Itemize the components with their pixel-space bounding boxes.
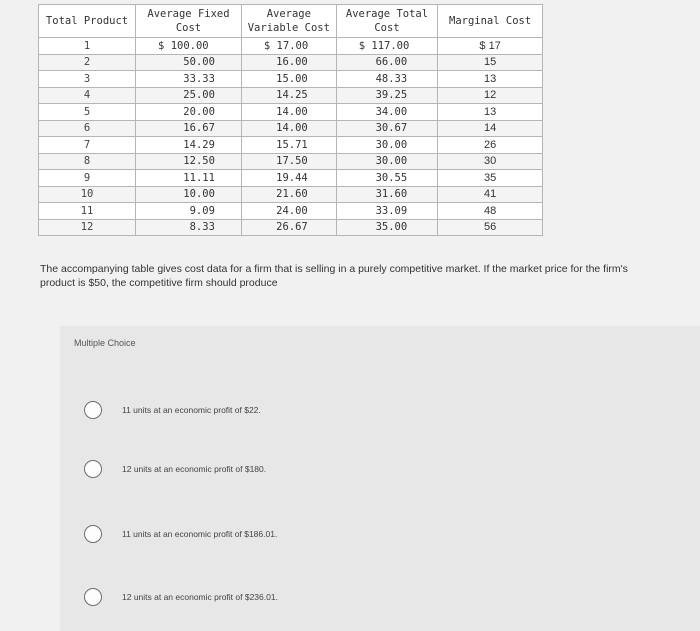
cell-average-variable-cost: 26.67 (241, 219, 336, 236)
option-a-label: 11 units at an economic profit of $22. (122, 405, 261, 415)
cell-average-fixed-cost: 8.33 (136, 219, 242, 236)
option-d[interactable] (84, 588, 278, 606)
cell-total-product: 6 (39, 120, 136, 137)
cell-average-fixed-cost: 25.00 (136, 87, 242, 104)
cell-average-total-cost: 48.33 (336, 71, 437, 88)
cell-average-variable-cost: 21.60 (241, 186, 336, 203)
cell-total-product: 2 (39, 54, 136, 71)
cell-marginal-cost: 41 (438, 186, 543, 203)
cell-average-variable-cost: 14.25 (241, 87, 336, 104)
cell-average-variable-cost: 19.44 (241, 170, 336, 187)
cell-average-fixed-cost: 10.00 (136, 186, 242, 203)
header-total-product: Total Product (39, 5, 136, 38)
cell-marginal-cost: 35 (438, 170, 543, 187)
header-average-fixed-cost: Average Fixed Cost (136, 5, 242, 38)
table-row (39, 170, 543, 187)
cell-average-total-cost: 30.00 (336, 153, 437, 170)
option-a[interactable] (84, 401, 261, 419)
cell-average-fixed-cost: 50.00 (136, 54, 242, 71)
header-average-variable-cost: Average Variable Cost (241, 5, 336, 38)
cell-total-product: 7 (39, 137, 136, 154)
cell-average-total-cost: 39.25 (336, 87, 437, 104)
cell-average-total-cost: $ 117.00 (336, 38, 437, 55)
option-c-label: 11 units at an economic profit of $186.01. (122, 529, 278, 539)
cell-average-variable-cost: 16.00 (241, 54, 336, 71)
cell-marginal-cost: 26 (438, 137, 543, 154)
cell-average-fixed-cost: 12.50 (136, 153, 242, 170)
cost-table (38, 4, 543, 236)
table-row (39, 120, 543, 137)
cell-average-fixed-cost: 11.11 (136, 170, 242, 187)
cell-average-fixed-cost: 20.00 (136, 104, 242, 121)
cell-average-total-cost: 34.00 (336, 104, 437, 121)
cell-average-variable-cost: 24.00 (241, 203, 336, 220)
cell-marginal-cost: 48 (438, 203, 543, 220)
cell-average-fixed-cost: 14.29 (136, 137, 242, 154)
table-row (39, 104, 543, 121)
option-c[interactable] (84, 525, 277, 543)
table-row (39, 54, 543, 71)
cell-marginal-cost: 56 (438, 219, 543, 236)
cell-average-total-cost: 66.00 (336, 54, 437, 71)
multiple-choice-label: Multiple Choice (74, 338, 136, 348)
cell-average-total-cost: 30.00 (336, 137, 437, 154)
cell-total-product: 12 (39, 219, 136, 236)
cell-total-product: 3 (39, 71, 136, 88)
cell-average-variable-cost: 14.00 (241, 120, 336, 137)
cell-marginal-cost: 12 (438, 87, 543, 104)
cell-average-fixed-cost: 16.67 (136, 120, 242, 137)
option-d-label: 12 units at an economic profit of $236.01. (122, 592, 278, 602)
table-header-row (39, 5, 543, 38)
cell-average-total-cost: 33.09 (336, 203, 437, 220)
table-row (39, 186, 543, 203)
radio-button-icon[interactable] (84, 460, 102, 478)
cell-marginal-cost: 15 (438, 54, 543, 71)
radio-button-icon[interactable] (84, 588, 102, 606)
table-row (39, 137, 543, 154)
table-row (39, 219, 543, 236)
cell-total-product: 8 (39, 153, 136, 170)
cell-average-variable-cost: 14.00 (241, 104, 336, 121)
cell-total-product: 4 (39, 87, 136, 104)
header-average-total-cost: Average Total Cost (336, 5, 437, 38)
cell-marginal-cost: $ 17 (438, 38, 543, 55)
table-row (39, 87, 543, 104)
table-row (39, 71, 543, 88)
cell-average-total-cost: 31.60 (336, 186, 437, 203)
question-text: The accompanying table gives cost data for a firm that is selling in a purely competitive market. If the market price for the firm's product is $50, the competitive firm should produce (40, 263, 628, 289)
cell-total-product: 10 (39, 186, 136, 203)
cell-average-fixed-cost: 33.33 (136, 71, 242, 88)
table-row (39, 153, 543, 170)
cell-total-product: 5 (39, 104, 136, 121)
cell-average-variable-cost: $ 17.00 (241, 38, 336, 55)
cell-average-fixed-cost: 9.09 (136, 203, 242, 220)
cell-total-product: 1 (39, 38, 136, 55)
cell-average-fixed-cost: $ 100.00 (136, 38, 242, 55)
cell-total-product: 9 (39, 170, 136, 187)
cell-average-total-cost: 35.00 (336, 219, 437, 236)
multiple-choice-panel (60, 326, 700, 631)
cell-average-variable-cost: 17.50 (241, 153, 336, 170)
cell-marginal-cost: 14 (438, 120, 543, 137)
table-row (39, 203, 543, 220)
cell-marginal-cost: 13 (438, 104, 543, 121)
cell-marginal-cost: 13 (438, 71, 543, 88)
header-marginal-cost: Marginal Cost (438, 5, 543, 38)
cell-marginal-cost: 30 (438, 153, 543, 170)
option-b[interactable] (84, 460, 266, 478)
radio-button-icon[interactable] (84, 525, 102, 543)
cell-average-variable-cost: 15.00 (241, 71, 336, 88)
cell-average-total-cost: 30.55 (336, 170, 437, 187)
option-b-label: 12 units at an economic profit of $180. (122, 464, 267, 474)
cell-average-total-cost: 30.67 (336, 120, 437, 137)
radio-button-icon[interactable] (84, 401, 102, 419)
cell-total-product: 11 (39, 203, 136, 220)
table-row (39, 38, 543, 55)
cell-average-variable-cost: 15.71 (241, 137, 336, 154)
